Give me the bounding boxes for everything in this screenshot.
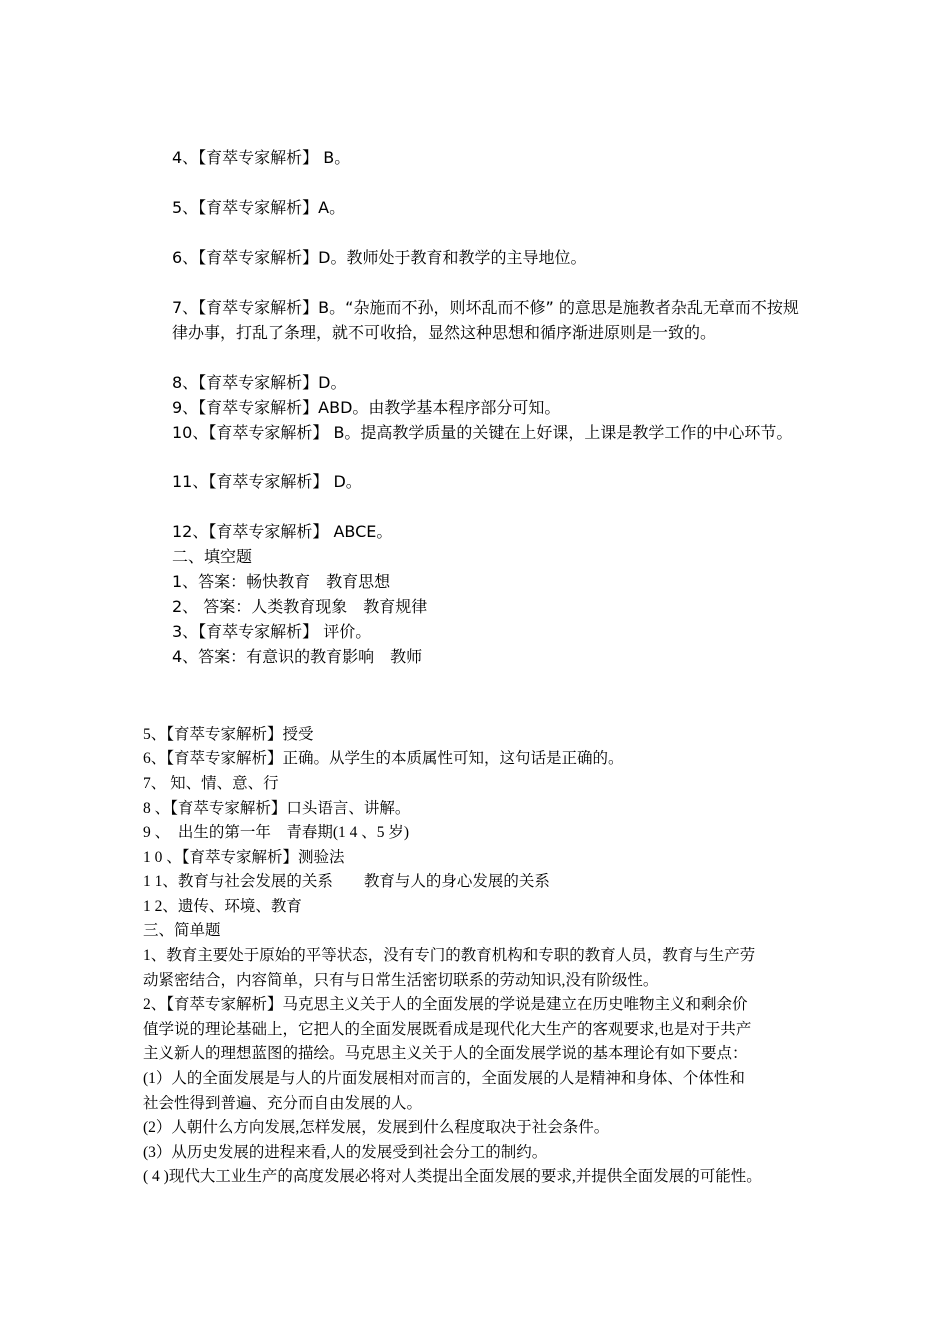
answer-line: 4、答案：有意识的教育影响 教师 [172,647,423,666]
answer-line: 1、答案：畅快教育 教育思想 [172,572,391,591]
answer-line: 5、【育萃专家解析】A。 [172,198,346,217]
answer-line: 9、【育萃专家解析】ABD。由教学基本程序部分可知。 [172,398,561,417]
section-heading: 二、填空题 [172,547,253,566]
answer-line: 12、【育萃专家解析】 ABCE。 [172,522,393,541]
answer-line: 6、【育萃专家解析】D。教师处于教育和教学的主导地位。 [172,248,587,267]
paragraph-line: ( 4 )现代大工业生产的高度发展必将对人类提出全面发展的要求,并提供全面发展的可能性。 [143,1168,762,1185]
answer-line: 2、 答案：人类教育现象 教育规律 [172,597,428,616]
answer-line: 7、【育萃专家解析】B。“杂施而不孙，则坏乱而不修” 的意思是施教者杂乱无章而不按规 [172,298,799,317]
answer-line: 11、【育萃专家解析】 D。 [172,472,362,491]
paragraph-line: (3）从历史发展的进程来看,人的发展受到社会分工的制约。 [143,1144,548,1161]
answer-line: 1 2、遗传、环境、教育 [143,898,302,915]
answer-line: 5、【育萃专家解析】授受 [143,726,314,743]
answer-line: 1 0 、【育萃专家解析】测验法 [143,849,345,866]
paragraph-line: (1）人的全面发展是与人的片面发展相对而言的，全面发展的人是精神和身体、个体性和 [143,1070,745,1087]
section-heading: 三、简单题 [143,922,221,939]
answer-line: 7、 知、情、意、行 [143,775,279,792]
paragraph-line: (2）人朝什么方向发展,怎样发展，发展到什么程度取决于社会条件。 [143,1119,610,1136]
answer-line: 8、【育萃专家解析】D。 [172,373,347,392]
paragraph-line: 动紧密结合，内容简单，只有与日常生活密切联系的劳动知识,没有阶级性。 [143,972,659,989]
paragraph-line: 值学说的理论基础上，它把人的全面发展既看成是现代化大生产的客观要求,也是对于共产 [143,1021,752,1038]
paragraph-line: 主义新人的理想蓝图的描绘。马克思主义关于人的全面发展学说的基本理论有如下要点： [143,1045,748,1062]
answer-line: 3、【育萃专家解析】 评价。 [172,622,372,641]
answer-line: 9 、 出生的第一年 青春期(1 4 、5 岁) [143,824,410,841]
paragraph-line: 社会性得到普遍、充分而自由发展的人。 [143,1095,423,1112]
answer-line: 4、【育萃专家解析】 B。 [172,148,351,167]
answer-line: 10、【育萃专家解析】 B。提高教学质量的关键在上好课，上课是教学工作的中心环节。 [172,423,793,442]
paragraph-line: 1、教育主要处于原始的平等状态，没有专门的教育机构和专职的教育人员，教育与生产劳 [143,947,756,964]
answer-line: 1 1、教育与社会发展的关系 教育与人的身心发展的关系 [143,873,550,890]
answer-line: 6、【育萃专家解析】正确。从学生的本质属性可知，这句话是正确的。 [143,750,624,767]
answer-line: 8 、【育萃专家解析】口头语言、讲解。 [143,800,411,817]
paragraph-line: 2、【育萃专家解析】马克思主义关于人的全面发展的学说是建立在历史唯物主义和剩余价 [143,996,748,1013]
answer-line: 律办事，打乱了条理，就不可收拾，显然这种思想和循序渐进原则是一致的。 [172,323,717,342]
